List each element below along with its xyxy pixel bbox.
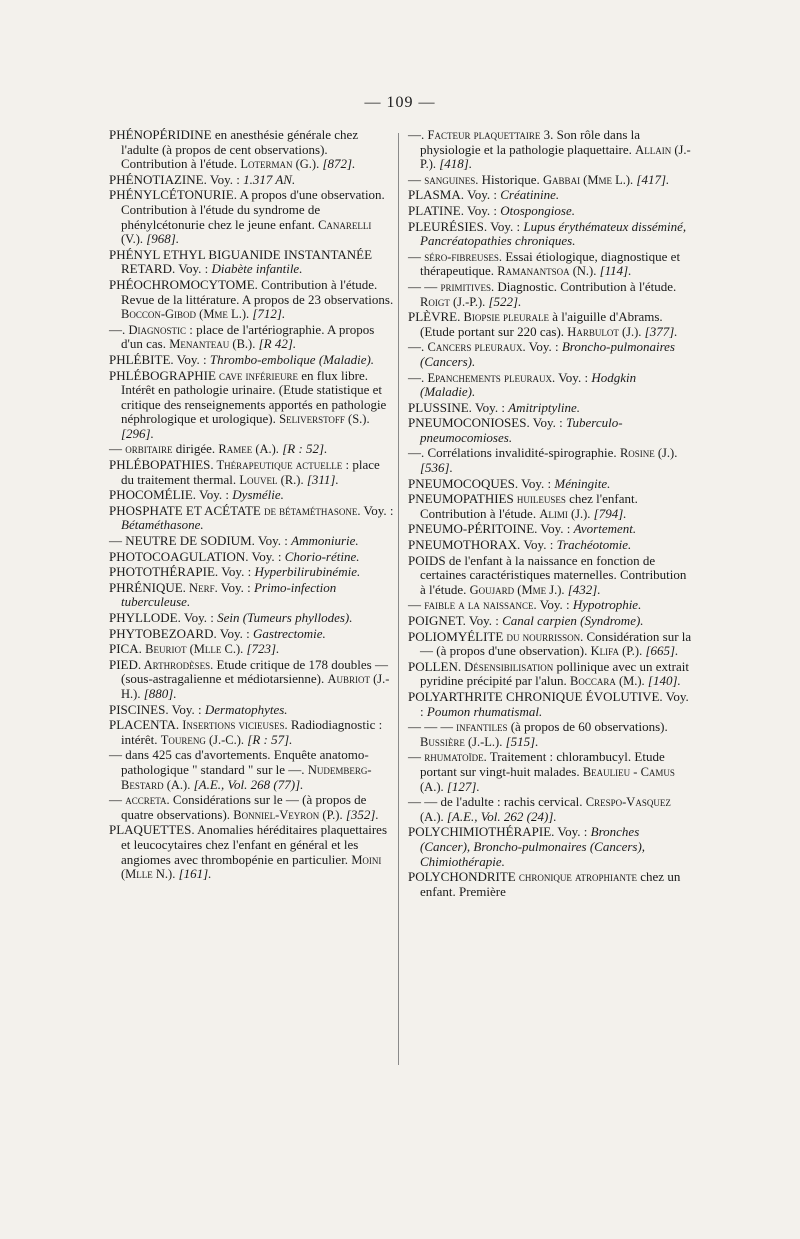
entry-headword: PHYTOBEZOARD. [109,625,217,641]
entry-headword: PHYLLODE. [109,610,181,625]
entry-author: Bussière (J.-L.). [420,734,503,749]
index-entry [109,581,395,610]
entry-headword: PHÉNOTIAZINE. [109,171,207,187]
entry-prefix: — [109,441,126,457]
index-entry [109,128,395,172]
entry-headword: PHÉOCHROMOCYTOME. [109,276,258,292]
entry-headword: PHLÉBOGRAPHIE [109,367,216,383]
entry-subheading: Arthrodèses. [141,657,214,672]
index-entry [109,658,395,702]
entry-prefix: —. [408,339,428,355]
index-entry [109,173,395,188]
entry-author: Alimi (J.). [539,506,591,521]
index-entry [109,550,395,565]
index-entry [109,642,395,657]
index-entry [109,565,395,580]
entry-headword: PHÉNYLCÉTONURIE. [109,187,237,203]
entry-prefix: — [408,597,425,613]
entry-subheading: Biopsie pleurale [460,310,549,325]
column-divider [398,133,399,1065]
index-entry [408,401,692,416]
entry-text: A propos d'une observation. Contribution à l'étude du syndrome de phénylcétonurie chez le jeune enfant. [121,187,385,232]
index-entry [408,340,692,369]
entry-headword: NEUTRE DE SODIUM. [125,533,255,549]
entry-reference: Ammoniurie. [291,533,359,549]
entry-headword: PLUSSINE. [408,399,472,415]
page-number: — 109 — [364,94,436,111]
entry-text: Voy. : [248,548,285,564]
entry-text: Historique. [478,171,544,187]
entry-author: Harbulot (J.). [567,324,642,339]
entry-text: Voy. : [168,701,205,717]
entry-headword: POLIOMYÉLITE [408,628,504,644]
entry-prefix: — [109,792,126,808]
index-entry [408,250,692,279]
entry-headword: POIGNET. [408,613,466,628]
entry-reference: Créatinine. [500,187,560,203]
entry-reference: [R 42]. [255,336,297,352]
entry-author: Gabbai (Mme L.). [543,172,634,187]
entry-headword: PNEUMOCONIOSES. [408,415,530,431]
entry-subheading: séro-fibreuses. [424,249,503,264]
entry-text: chez l'enfant. Contribution à l'étude. [420,491,638,521]
entry-headword: PICA. [109,641,142,657]
entry-author: Goujard (Mme J.). [469,582,565,597]
entry-author: Ramee (A.). [218,442,279,457]
entry-text: Voy. : [529,415,566,431]
entry-subheading: Cancers pleuraux. [427,340,526,355]
entry-prefix: —. [408,445,428,461]
entry-subheading: du nourrisson. [503,629,584,644]
entry-reference: Canal carpien (Syndrome). [502,613,644,628]
entry-text: Voy. : [216,625,253,641]
entry-subheading: Désensibilisation [461,659,554,674]
entry-prefix: — [109,533,126,549]
entry-text: Corrélations invalidité-spirographie. [427,445,620,461]
index-entry [408,630,692,659]
entry-author: Ramanantsoa (N.). [497,264,597,279]
entry-prefix: — — [408,794,441,810]
entry-reference: [114]. [596,263,632,279]
entry-text: Voy. : [487,218,524,234]
entry-headword: PLASMA. [408,187,464,203]
entry-reference: Sein (Tumeurs phyllodes). [217,610,353,625]
entry-text: Voy. : [520,537,557,553]
entry-reference: [432]. [564,581,601,597]
entry-headword: PLEURÉSIES. [408,218,488,234]
entry-headword: PLÈVRE. [408,309,461,325]
entry-text: Voy. : [180,610,218,625]
entry-headword: POIDS [408,552,446,568]
entry-author: Bonniel-Veyron (P.). [233,807,343,822]
index-entry [109,534,395,549]
entry-author: Allain (J.-P.). [420,142,691,172]
entry-subheading: rhumatoïde. [424,750,487,765]
entry-reference: Tuberculo-pneumocomioses. [420,415,623,445]
entry-text: 3. Son rôle dans la physiologie et la pathologie plaquettaire. [420,127,641,157]
entry-text: Voy. : [196,487,233,503]
entry-reference: Amitriptyline. [508,399,581,415]
entry-headword: PNEUMOPATHIES [408,491,514,507]
index-entry [109,793,395,822]
entry-text: Considération sur la — (à propos d'une observation). [420,628,692,659]
entry-author: Aubriot (J.-H.). [121,672,390,701]
entry-headword: PLATINE. [408,202,464,218]
index-entry [408,554,692,598]
right-column [408,128,692,900]
entry-headword: PHLÉBOPATHIES. [109,457,214,473]
entry-headword: PHRÉNIQUE. [109,579,186,595]
entry-text: Voy. : [463,202,501,218]
entry-reference: [536]. [420,460,453,476]
entry-headword: PNEUMOTHORAX. [408,537,521,553]
entry-author: Rosine (J.). [619,446,678,461]
entry-reference: [794]. [590,505,627,521]
entry-prefix: — [408,248,425,264]
entry-author: Crespo-Vasquez (A.). [420,795,671,824]
index-entry [408,538,692,553]
index-entry [109,369,395,442]
entry-reference: [A.E., Vol. 262 (24)]. [443,808,557,824]
entry-prefix: —. [109,321,129,337]
entry-headword: PNEUMO-PÉRITOINE. [408,521,538,537]
entry-text: Voy. : [217,579,254,595]
entry-headword: PHOTOCOAGULATION. [109,548,249,564]
left-column [109,128,395,883]
index-entry [109,278,395,322]
entry-reference: Poumon rhumatismal. [426,703,543,719]
index-entry [408,660,692,689]
entry-reference: [A.E., Vol. 268 (77)]. [190,776,304,792]
index-entry [408,614,692,629]
entry-headword: PHÉNOPÉRIDINE [109,127,212,142]
entry-prefix: —. [408,369,428,385]
entry-reference: [723]. [243,641,280,657]
entry-prefix: — [109,747,126,763]
entry-subheading: huileuses [513,492,566,507]
entry-reference: [140]. [644,673,681,689]
entry-reference: [515]. [502,733,539,749]
entry-text: Voy. : [555,369,592,385]
entry-text: dirigée. [172,441,219,457]
entry-subheading: Facteur plaquettaire [427,128,541,142]
index-entry [408,310,692,339]
entry-headword: POLYARTHRITE CHRONIQUE ÉVOLUTIVE. [408,688,663,704]
entry-text: Voy. : [465,613,503,628]
entry-reference: Diabète infantile. [211,261,303,277]
entry-reference: Gastrectomie. [253,625,326,641]
entry-reference: Thrombo-embolique (Maladie). [209,351,375,367]
entry-reference: Otospongiose. [500,202,575,218]
entry-reference: [872]. [319,156,356,172]
entry-author: Louvel (R.). [239,472,304,487]
entry-text: Voy. : [537,521,574,537]
entry-text: Anomalies héréditaires plaquettaires et leucocytaires chez l'enfant en général et les angiomes avec thrombopénie en particulier. [121,822,387,867]
entry-text: Voy. : [254,533,292,549]
index-entry [408,371,692,400]
entry-prefix: — — [408,719,441,735]
entry-subheading: faible a la naissance. [424,598,537,613]
entry-headword: PHOSPHATE ET ACÉTATE [109,502,261,518]
entry-reference: [127]. [443,778,480,794]
entry-reference: [418]. [435,156,473,172]
entry-reference: [R : 52]. [278,441,328,457]
entry-headword: POLYCHIMIOTHÉRAPIE. [408,824,555,840]
entry-subheading: chronique atrophiante [515,870,638,885]
entry-subheading: accreta. [125,793,170,808]
index-entry [408,690,692,719]
entry-reference: [968]. [143,231,180,247]
entry-reference: Bronches (Cancer), Broncho-pulmonaires (Cancers), Chimiothérapie. [420,824,646,869]
entry-headword: PHÉNYL ETHYL BIGUANIDE INSTANTANÉE RETARD. [109,246,373,277]
entry-author: Klifa (P.). [590,644,643,659]
entry-text: pollinique avec un extrait pyridine précipité par l'alun. [420,658,689,689]
entry-text: Considérations sur le — (à propos de quatre observations). [121,792,367,822]
index-entry [109,248,395,277]
index-entry [408,825,692,869]
entry-author: Boccara (M.). [569,674,645,689]
entry-reference: Hypotrophie. [572,597,642,613]
entry-text: Contribution à l'étude. Revue de la littérature. A propos de 23 observations. [121,276,394,307]
entry-subheading: — infantiles [440,720,508,735]
entry-reference: Méningite. [554,475,611,491]
entry-author: Canarelli (V.). [121,217,372,247]
entry-reference: [377]. [641,323,678,339]
entry-author: Boccon-Gibod (Mme L.). [121,307,250,322]
entry-text: Voy. : [554,824,591,840]
entry-subheading: Thérapeutique actuelle [213,458,343,473]
entry-reference: [665]. [642,643,679,659]
entry-reference: [311]. [303,471,339,487]
entry-text: dans 425 cas d'avortements. Enquête anatomo-pathologique " standard " sur le —. [121,747,369,777]
entry-prefix: —. [408,127,428,142]
entry-subheading: Insertions vicieuses. [179,718,288,733]
entry-text: Voy. : [175,261,212,277]
index-entry [109,442,395,457]
entry-headword: PNEUMOCOQUES. [408,475,519,491]
index-entry [408,492,692,521]
entry-reference: [712]. [249,306,286,322]
index-entry [408,446,692,475]
entry-reference: Hodgkin (Maladie). [420,369,637,400]
entry-headword: PLACENTA. [109,717,180,733]
entry-reference: Chorio-rétine. [284,548,360,564]
entry-text: : place de l'artériographie. A propos d'un cas. [121,321,375,352]
entry-text: Voy. : [420,688,689,719]
entry-text: Voy. : [464,187,501,203]
entry-subheading: Diagnostic [128,322,187,337]
entry-text: Voy. : [218,564,255,580]
index-entry [109,718,395,747]
entry-subheading: cave inférieure [215,368,298,383]
entry-reference: [R : 57]. [244,731,293,747]
entry-text: Traitement : chlorambucyl. Etude portant sur vingt-huit malades. [420,749,665,779]
entry-text: Radiodiagnostic : intérêt. [121,717,383,747]
entry-subheading: sanguines. [424,172,479,187]
entry-text: (à propos de 60 observations). [507,719,668,735]
entry-text: Voy. : [525,339,562,355]
entry-headword: POLLEN. [408,658,462,674]
index-entry [109,627,395,642]
entry-text: Diagnostic. Contribution à l'étude. [494,278,677,294]
index-entry [408,477,692,492]
entry-reference: Dysmélie. [232,487,284,503]
entry-author: Beuriot (Mlle C.). [145,642,244,657]
entry-reference: [522]. [485,293,522,309]
index-entry [408,280,692,309]
index-entry [408,173,692,188]
entry-subheading: orbitaire [125,442,173,457]
index-entry [408,598,692,613]
entry-headword: PIED. [109,656,142,672]
index-entry [109,504,395,533]
index-entry [109,323,395,352]
entry-author: Roigt (J.-P.). [420,294,486,309]
entry-reference: Primo-infection tuberculeuse. [121,579,337,610]
entry-headword: POLYCHONDRITE [408,869,516,885]
entry-author: Seliverstoff (S.). [279,412,370,427]
entry-author: Loterman (G.). [240,157,320,172]
entry-subheading: de bétaméthasone. [260,503,361,518]
entry-reference: Lupus érythémateux disséminé, Pancréatopathies chroniques. [420,218,687,249]
entry-author: Beaulieu - Camus (A.). [420,764,675,794]
entry-subheading: Epanchements pleuraux. [427,370,556,385]
entry-headword: PLAQUETTES. [109,822,195,838]
index-entry [408,522,692,537]
index-entry [408,870,692,899]
index-entry [109,611,395,626]
index-entry [109,188,395,246]
entry-text: Voy. : [360,502,394,518]
entry-prefix: — [408,171,425,187]
entry-subheading: Nerf. [185,580,218,595]
entry-reference: Bétaméthasone. [121,517,204,533]
entry-author: Nudemberg-Bestard (A.). [121,762,372,792]
entry-reference: [296]. [121,425,154,441]
entry-headword: PHOCOMÉLIE. [109,487,197,503]
entry-headword: PHOTOTHÉRAPIE. [109,564,219,580]
entry-prefix: — [408,749,425,765]
entry-text: Voy. : [471,399,509,415]
entry-reference: [880]. [140,685,177,701]
entry-subheading: primitives. [440,279,495,294]
entry-text: chez un enfant. Première [420,869,681,899]
entry-text: en flux libre. Intérêt en pathologie urinaire. (Etude statistique et critique des renseignements apportés en pathologie néphrologique et urologique). [121,367,387,427]
entry-author: Moini (Mlle N.). [121,852,382,882]
index-entry [408,188,692,203]
entry-text: : place du traitement thermal. [121,457,380,487]
entry-text: Voy. : [173,351,210,367]
index-entry [109,748,395,792]
entry-reference: Broncho-pulmonaires (Cancers). [420,339,675,369]
entry-text: de l'enfant à la naissance en fonction de certaines caractéristiques maternelles. Contribution à l'étude. [420,552,687,597]
entry-reference: [352]. [342,806,379,822]
entry-prefix: — — [408,278,441,294]
entry-author: Toureng (J.-C.). [160,732,245,747]
index-entry [109,703,395,718]
entry-reference: Avortement. [573,521,637,537]
index-entry [109,353,395,368]
index-entry [408,128,692,172]
index-entry [408,720,692,749]
entry-reference: Trachéotomie. [556,537,632,553]
index-entry [408,795,692,824]
entry-text: Etude critique de 178 doubles — (sous-astragalienne et médiotarsienne). [121,656,388,687]
entry-reference: [161]. [175,866,212,882]
entry-text: Voy. : [536,597,573,613]
index-entry [109,488,395,503]
index-entry [109,458,395,487]
index-entry [408,416,692,445]
entry-text: de l'adulte : rachis cervical. [440,794,586,810]
entry-reference: Hyperbilirubinémie. [254,564,361,580]
entry-text: Voy. : [206,171,244,187]
entry-headword: PISCINES. [109,701,169,717]
index-entry [408,204,692,219]
entry-author: Menanteau (B.). [169,337,256,352]
entry-text: Voy. : [518,475,555,491]
index-entry [408,750,692,794]
index-entry [109,823,395,881]
entry-reference: [417]. [633,171,670,187]
entry-headword: PHLÉBITE. [109,351,174,367]
entry-text: en anesthésie générale chez l'adulte (à propos de cent observations). Contribution à l'étude. [121,127,359,172]
index-entry [408,220,692,249]
entry-reference: 1.317 AN. [243,171,296,187]
entry-text: à l'aiguille d'Abrams. (Etude portant sur 220 cas). [420,309,663,339]
entry-reference: Dermatophytes. [204,701,288,717]
entry-text: Essai étiologique, diagnostique et thérapeutique. [420,248,681,279]
